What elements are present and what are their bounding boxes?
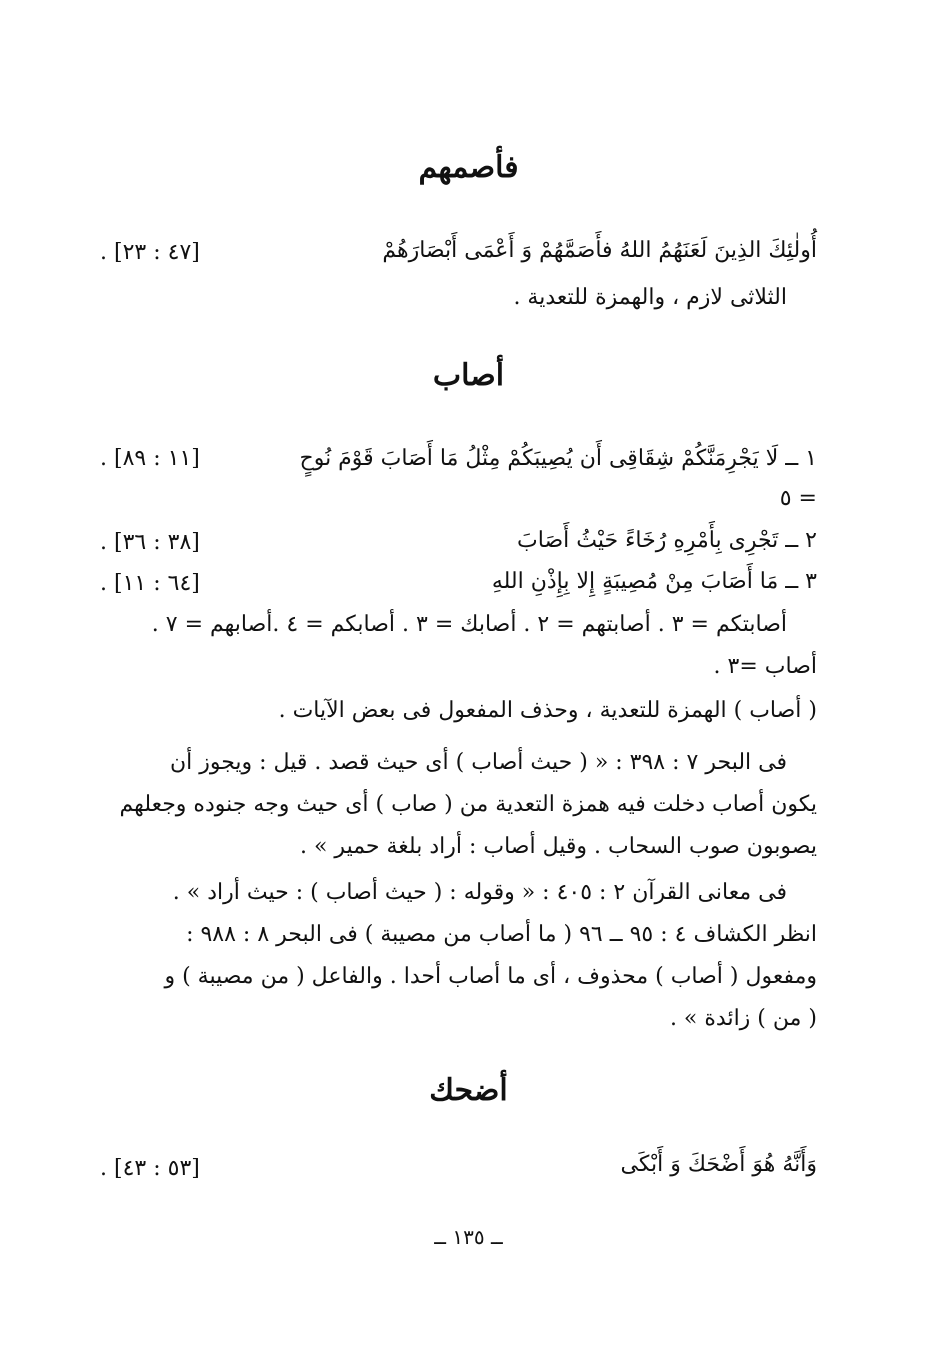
section-heading-adhaka: أضحك — [429, 1073, 508, 1108]
verse-reference: [٤٧ : ٢٣] . — [100, 240, 200, 265]
verse-text: ٣ ــ مَا أَصَابَ مِنْ مُصِيبَةٍ إِلا بِإِذْنِ اللهِ — [491, 569, 817, 594]
section-heading-fasammahum: فأصمهم — [418, 150, 519, 185]
commentary-line: انظر الكشاف ٤ : ٩٥ ــ ٩٦ ( ما أصاب من مصيبة ) فى البحر ٨ : ٩٨٨ : — [186, 922, 817, 947]
commentary-line: ( من ) زائدة » . — [669, 1006, 817, 1031]
verse-text: أُولٰئِكَ الذِينَ لَعَنَهُمُ اللهُ فأَصَمَّهُمْ وَ أَعْمَى أَبْصَارَهُمْ — [382, 238, 817, 263]
verse-text: وَأَنَّهُ هُوَ أَضْحَكَ وَ أَبْكَى — [620, 1152, 817, 1177]
commentary-line: فى معانى القرآن ٢ : ٤٠٥ : « وقوله : ( حيث أصاب ) : حيث أراد » . — [172, 880, 787, 905]
word-counts: أصابتكم = ٣ . أصابتهم = ٢ . أصابك = ٣ . أصابكم = ٤ .أصابهم = ٧ . — [151, 612, 787, 637]
grammar-note: ( أصاب ) الهمزة للتعدية ، وحذف المفعول فى بعض الآيات . — [278, 698, 817, 723]
section-heading-asaba: أصاب — [432, 358, 505, 393]
commentary-line: يكون أصاب دخلت فيه همزة التعدية من ( صاب ) أى حيث وجه جنوده وجعلهم — [119, 792, 817, 817]
verse-text: ١ ــ لَا يَجْرِمَنَّكُمْ شِقَاقِى أَن يُصِيبَكُمْ مِثْلُ مَا أَصَابَ قَوْمَ نُوحٍ — [299, 446, 817, 471]
word-counts-continued: أصاب =٣ . — [713, 654, 817, 679]
verse-text: ٢ ــ تَجْرِى بِأَمْرِهِ رُخَاءً حَيْثُ أَصَابَ — [517, 528, 817, 553]
commentary-line: ومفعول ( أصاب ) محذوف ، أى ما أصاب أحدا . والفاعل ( من مصيبة ) و — [164, 964, 817, 989]
verse-reference: [٥٣ : ٤٣] . — [100, 1156, 200, 1181]
verse-reference: [٣٨ : ٣٦] . — [100, 530, 200, 555]
verse-reference: [٦٤ : ١١] . — [100, 571, 200, 596]
verse-reference: [١١ : ٨٩] . — [100, 446, 200, 471]
verse-continuation: = ٥ — [779, 486, 817, 511]
page-number: ــ ١٣٥ ــ — [434, 1225, 503, 1249]
commentary-line: فى البحر ٧ : ٣٩٨ : « ( حيث أصاب ) أى حيث قصد . قيل : ويجوز أن — [169, 750, 787, 775]
grammar-note: الثلاثى لازم ، والهمزة للتعدية . — [513, 285, 787, 310]
commentary-line: يصوبون صوب السحاب . وقيل أصاب : أراد بلغة حمير » . — [299, 834, 817, 859]
